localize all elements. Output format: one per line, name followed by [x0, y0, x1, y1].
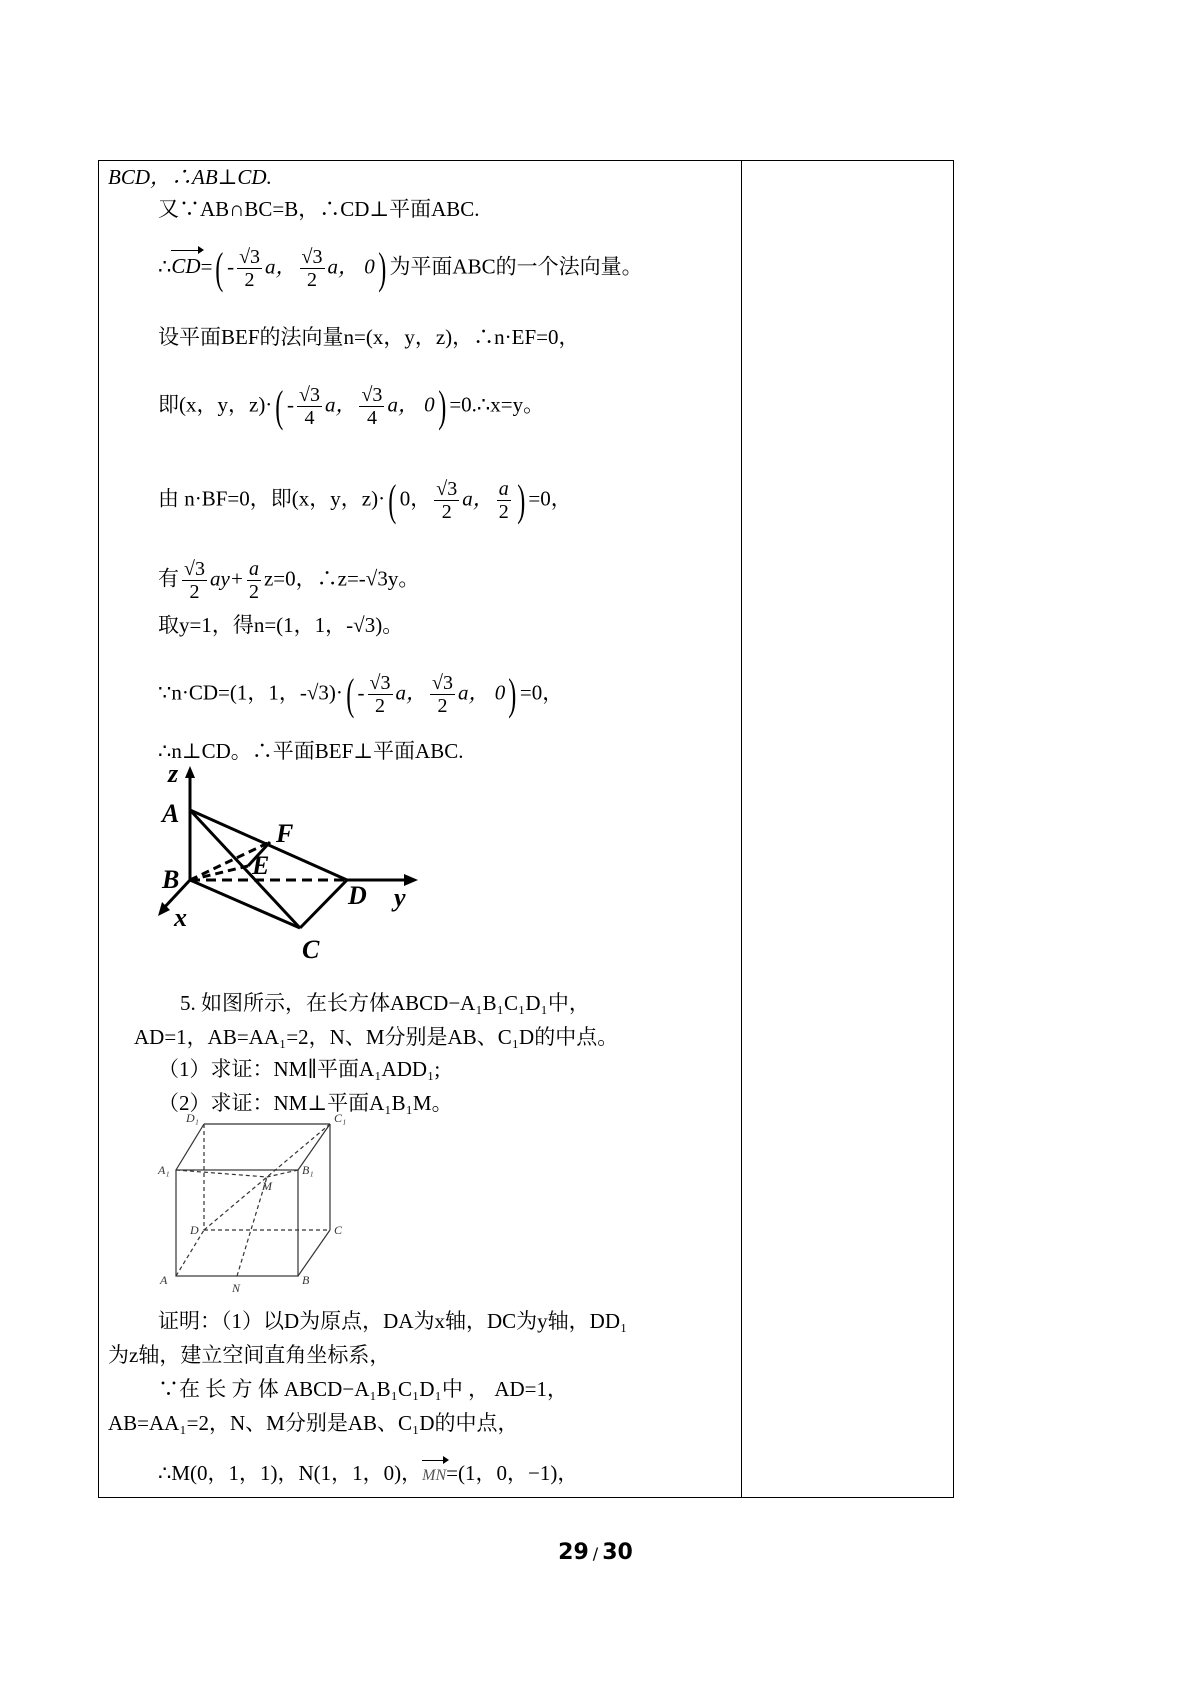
edge-cd — [300, 880, 347, 928]
proof-line-2: 为z轴，建立空间直角坐标系， — [108, 1343, 391, 1367]
text-line-4: 设平面BEF的法向量n=(x，y，z)，∴n·EF=0， — [158, 325, 580, 349]
table-column-divider — [741, 160, 742, 1498]
label-b1: B₁ — [302, 1163, 314, 1177]
cuboid-figure — [156, 1110, 366, 1295]
fraction-sqrt3-over-2: $\frac{√3}{2}$ — [184, 558, 205, 603]
text-line-10: ∴n⊥CD。∴平面BEF⊥平面ABC. — [158, 739, 464, 763]
z-axis-arrow — [185, 766, 195, 778]
fraction-sqrt3-over-4: $\frac{√3}{4}$ — [361, 384, 383, 429]
proof-line-1: 证明：（1）以D为原点，DA为x轴，DC为y轴，DD₁ — [158, 1309, 628, 1333]
right-paren: ) — [437, 381, 447, 431]
fraction-sqrt3-over-2: $\frac{√3}{2}$ — [436, 478, 458, 523]
vector-mn: MN — [422, 1463, 446, 1489]
text-line-7: 有 $\frac{√3}{2}$ ay+ $\frac{a}{2}$ z=0，∴z=-√3y。 — [158, 558, 420, 603]
problem-5-part-1: （1）求证：NM∥平面A₁ADD₁; — [158, 1057, 441, 1081]
text-line-6: 由 n·BF=0，即(x，y，z)·( 0， $\frac{√3}{2}$ a， $\frac{a}{2}$ ) =0， — [158, 475, 572, 525]
left-paren: ( — [275, 381, 284, 431]
fraction-a-over-2: $\frac{a}{2}$ — [498, 478, 509, 523]
line-a1m — [176, 1170, 267, 1177]
text-line-9: ∵n·CD=(1，1，-√3)·( - $\frac{√3}{2}$ a， $\frac{√3}{2}$ a， 0) =0， — [158, 669, 564, 719]
label-b: B — [162, 865, 180, 894]
proof-line-5: ∴M(0，1，1)，N(1，1，0)，MN=(1，0，−1)， — [158, 1460, 578, 1489]
edge-bc — [190, 880, 300, 928]
label-a: A — [162, 799, 180, 828]
proof-line-3: ∵在 长 方 体 ABCD−A₁B₁C₁D₁中 ， AD=1， — [158, 1377, 568, 1401]
label-b: B — [302, 1273, 310, 1287]
label-d1: D₁ — [186, 1111, 199, 1125]
edge-bc — [298, 1230, 330, 1276]
left-paren: ( — [215, 243, 224, 293]
left-paren: ( — [346, 669, 355, 719]
label-x: x — [174, 903, 187, 932]
label-c: C — [334, 1223, 343, 1237]
right-paren: ) — [508, 669, 517, 719]
label-c1: C₁ — [334, 1111, 347, 1125]
label-c: C — [302, 935, 320, 960]
tetrahedron-figure — [152, 760, 432, 960]
edge-be — [190, 866, 248, 880]
text-line-3: ∴CD=( - $\frac{√3}{2}$ a， $\frac{√3}{2}$ a， 0) 为平面ABC的一个法向量。 — [158, 243, 643, 293]
proof-line-4: AB=AA₁=2，N、M分别是AB、C₁D的中点， — [108, 1411, 519, 1435]
label-e: E — [252, 851, 270, 880]
label-z: z — [168, 760, 179, 788]
label-a: A — [160, 1273, 168, 1287]
left-paren: ( — [388, 475, 397, 525]
edge-a1d1 — [176, 1124, 204, 1170]
y-axis-arrow — [404, 874, 418, 886]
line-b1m — [267, 1170, 298, 1177]
problem-5-line-1: 5. 如图所示，在长方体ABCD−A₁B₁C₁D₁中， — [180, 991, 590, 1015]
label-y: y — [394, 883, 406, 912]
text-line-5: 即(x，y，z)·( - $\frac{√3}{4}$ a， $\frac{√3}{4}$ a， 0) =0.∴x=y。 — [158, 381, 545, 431]
right-paren: ) — [378, 243, 387, 293]
fraction-sqrt3-over-2: $\frac{√3}{2}$ — [432, 672, 453, 717]
fraction-sqrt3-over-2: $\frac{√3}{2}$ — [239, 246, 261, 291]
label-f: F — [276, 819, 294, 848]
page-number: 29 / 30 — [558, 1540, 633, 1565]
text-line-8: 取y=1，得n=(1，1，-√3)。 — [158, 613, 404, 637]
fraction-sqrt3-over-2: $\frac{√3}{2}$ — [369, 672, 391, 717]
label-d: D — [190, 1223, 199, 1237]
fraction-sqrt3-over-2: $\frac{√3}{2}$ — [301, 246, 323, 291]
label-n: N — [232, 1281, 241, 1295]
text-line-1: BCD，∴AB⊥CD. — [108, 165, 272, 189]
fraction-sqrt3-over-4: $\frac{√3}{4}$ — [298, 384, 320, 429]
problem-5-line-2: AD=1，AB=AA₁=2，N、M分别是AB、C₁D的中点。 — [134, 1025, 619, 1049]
label-m: M — [262, 1179, 272, 1193]
label-a1: A₁ — [158, 1163, 170, 1177]
vector-cd: CD — [171, 254, 201, 279]
text-line-2: 又∵AB∩BC=B，∴CD⊥平面ABC. — [158, 197, 480, 221]
fraction-a-over-2: $\frac{a}{2}$ — [248, 558, 259, 603]
problem-5-part-2: （2）求证：NM⊥平面A₁B₁M。 — [158, 1091, 453, 1115]
label-d: D — [348, 881, 367, 910]
right-paren: ) — [517, 475, 526, 525]
